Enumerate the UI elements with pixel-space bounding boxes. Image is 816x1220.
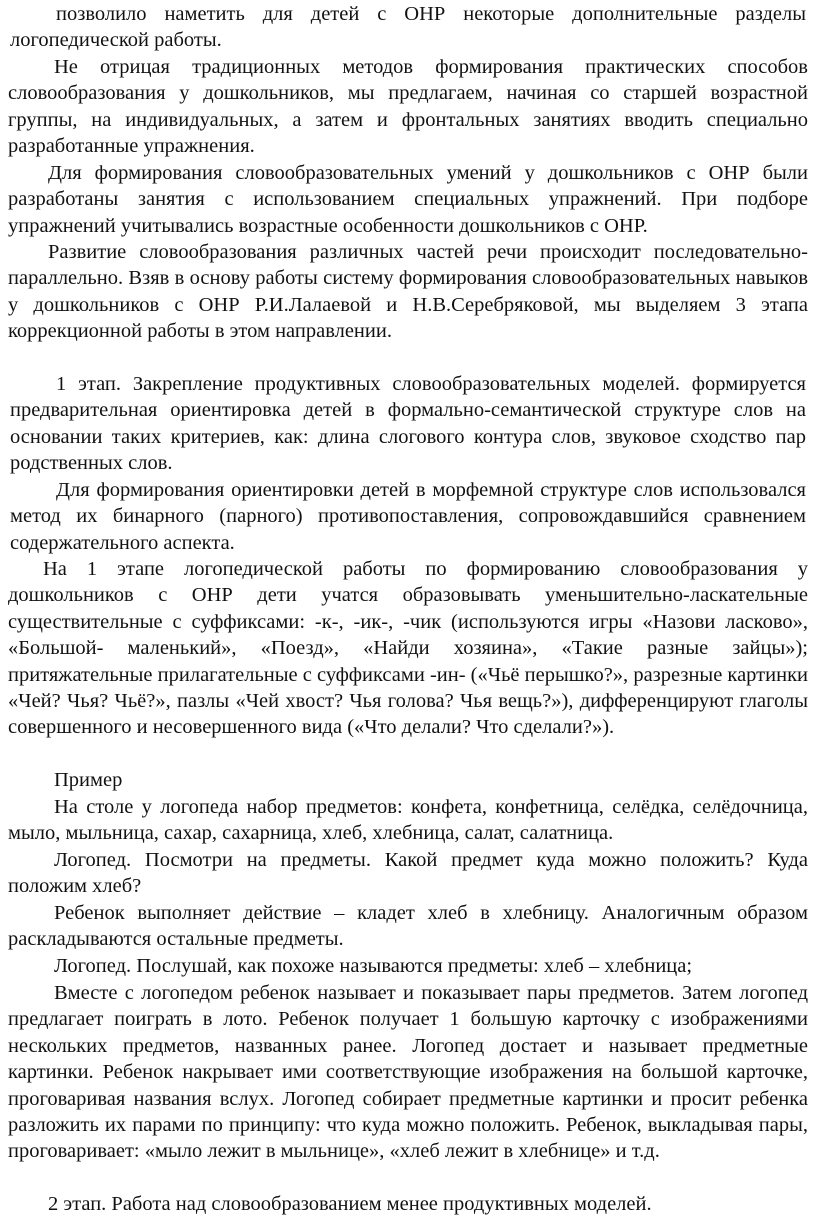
paragraph-6: Для формирования ориентировки детей в морфемной структуре слов использовался метод их бинарного (парного) противопоставления, сопровождавшийся сравнением содержательного аспекта. <box>10 479 806 554</box>
paragraph-7: На 1 этапе логопедической работы по формированию словообразования у дошкольников с ОНР дети учатся образовывать уменьшительно-ласкательные существительные с суффиксами: -к-, -ик-, -чик (используются игры «Назови ласково», «Большой- маленький», «Поезд», «Найди хозяина», «Такие разные зайцы»); притяжательные прилагательные с суффиксами -ин- («Чьё перышко?», разрезные картинки «Чей? Чья? Чьё?», пазлы «Чей хвост? Чья голова? Чья вещь?»), дифференцируют глаголы совершенного и несовершенного вида («Что делали? Что сделали?»). <box>8 558 808 739</box>
paragraph-11: Логопед. Послушай, как похоже называются предметы: хлеб – хлебница; <box>54 955 693 977</box>
paragraph-13: 2 этап. Работа над словообразованием менее продуктивных моделей. <box>48 1193 652 1215</box>
paragraph-10: Ребенок выполняет действие – кладет хлеб в хлебницу. Аналогичным образом раскладываются остальные предметы. <box>8 902 808 951</box>
paragraph-4: Развитие словообразования различных частей речи происходит последовательно-параллельно. Взяв в основу работы систему формирования словообразовательных навыков у дошкольников с ОНР Р.И.Лалаевой и Н.В.Серебряковой, мы выделяем 3 этапа коррекционной работы в этом направлении. <box>8 241 808 343</box>
paragraph-12: Вместе с логопедом ребенок называет и показывает пары предметов. Затем логопед предлагает поиграть в лото. Ребенок получает 1 большую карточку с изображениями нескольких предметов, названных ранее. Логопед достает и называет предметные картинки. Ребенок накрывает ими соответствующие изображения на большой карточке, проговаривая названия вслух. Логопед собирает предметные картинки и просит ребенка разложить их парами по принципу: что куда можно положить. Ребенок, выкладывая пары, проговаривает: «мыло лежит в мыльнице», «хлеб лежит в хлебнице» и т.д. <box>8 982 808 1163</box>
paragraph-2: Не отрицая традиционных методов формирования практических способов словообразования у дошкольников, мы предлагаем, начиная со старшей возрастной группы, на индивидуальных, а затем и фронтальных занятиях вводить специально разработанные упражнения. <box>8 56 808 158</box>
paragraph-5: 1 этап. Закрепление продуктивных словообразовательных моделей. формируется предварительная ориентировка детей в формально-семантической структуре слов на основании таких критериев, как: длина слогового контура слов, звуковое сходство пар родственных слов. <box>10 373 806 475</box>
paragraph-8: На столе у логопеда набор предметов: конфета, конфетница, селёдка, селёдочница, мыло, мыльница, сахар, сахарница, хлеб, хлебница, салат, салатница. <box>8 796 808 845</box>
paragraph-9: Логопед. Посмотри на предметы. Какой предмет куда можно положить? Куда положим хлеб? <box>8 849 808 898</box>
paragraph-3: Для формирования словообразовательных умений у дошкольников с ОНР были разработаны занятия с использованием специальных упражнений. При подборе упражнений учитывались возрастные особенности дошкольников с ОНР. <box>8 162 808 237</box>
example-heading: Пример <box>54 769 123 791</box>
paragraph-1: позволило наметить для детей с ОНР некоторые дополнительные разделы логопедической работы. <box>10 3 806 52</box>
